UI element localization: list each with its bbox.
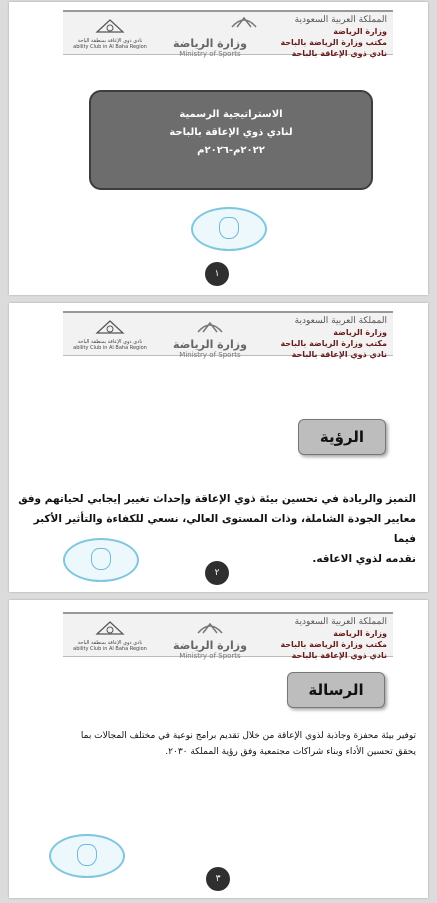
club-logo-ar: نادي ذوي الإعاقة بمنطقة الباحة [77, 640, 143, 646]
mission-title: الرسالة [287, 672, 385, 708]
vision-title: الرؤية [298, 419, 386, 455]
club-logo-en: ability Club in Al Baha Region [73, 44, 147, 50]
cover-line-2: لنادي ذوي الإعاقة بالباحة [169, 127, 293, 138]
ministry-text: وزارة الرياضة [333, 328, 387, 337]
ministry-text: وزارة الرياضة [333, 27, 387, 36]
page-cover [9, 2, 428, 295]
vision-line-1: التميز والريادة في تحسين بيئة ذوي الإعاقة وإحداث تغيير إيجابي لحياتهم وفق [18, 493, 416, 505]
ministry-emblem-icon [195, 621, 225, 635]
club-stamp [49, 834, 125, 878]
club-logo-icon [95, 18, 125, 34]
club-logo-icon [95, 319, 125, 335]
ministry-center-en: Ministry of Sports [179, 50, 241, 58]
club-logo [67, 319, 153, 351]
club-text: نادي ذوي الإعاقة بالباحة [291, 350, 387, 359]
club-text: نادي ذوي الإعاقة بالباحة [291, 651, 387, 660]
club-text: نادي ذوي الإعاقة بالباحة [291, 49, 387, 58]
ministry-logo [161, 18, 259, 58]
page-number: ٢ [205, 561, 229, 585]
club-logo [67, 620, 153, 652]
ministry-center-ar: وزارة الرياضة [173, 37, 247, 50]
club-stamp [63, 538, 139, 582]
ministry-logo [161, 620, 259, 660]
office-text: مكتب وزارة الرياضة بالباحة [280, 339, 387, 348]
ministry-center-ar: وزارة الرياضة [173, 639, 247, 652]
club-logo-ar: نادي ذوي الإعاقة بمنطقة الباحة [77, 38, 143, 44]
mission-line-2: يحقق تحسين الأداء وبناء شراكات مجتمعية وفق رؤية المملكة ٢٠٣٠. [165, 747, 416, 757]
club-logo-icon [95, 620, 125, 636]
kingdom-text: المملكة العربية السعودية [294, 316, 387, 326]
ministry-center-en: Ministry of Sports [179, 351, 241, 359]
vision-line-3: نقدمه لذوي الاعاقه. [312, 553, 416, 565]
ministry-center-ar: وزارة الرياضة [173, 338, 247, 351]
ministry-logo [161, 319, 259, 359]
club-logo [67, 18, 153, 50]
letterhead-arabic [280, 15, 387, 59]
vision-line-2: معايير الجودة الشاملة، وذات المستوى العالي، نسعي للكفاءة والتأثير الأكبر فيما [33, 513, 416, 545]
letterhead [63, 10, 393, 58]
club-stamp [191, 207, 267, 251]
ministry-emblem-icon [195, 320, 225, 334]
page-number: ٣ [206, 867, 230, 891]
office-text: مكتب وزارة الرياضة بالباحة [280, 640, 387, 649]
letterhead [63, 311, 393, 359]
kingdom-text: المملكة العربية السعودية [294, 15, 387, 25]
letterhead-arabic [280, 617, 387, 661]
club-logo-ar: نادي ذوي الإعاقة بمنطقة الباحة [77, 339, 143, 345]
mission-line-1: توفير بيئة محفزة وجاذبة لذوي الإعاقة من خلال تقديم برامج نوعية في مختلف المجالات بما [80, 731, 416, 741]
ministry-center-en: Ministry of Sports [179, 652, 241, 660]
ministry-emblem-icon [229, 15, 259, 29]
cover-line-3: ٢٠٢٢م-٢٠٢٦م [197, 145, 265, 156]
letterhead [63, 612, 393, 660]
ministry-text: وزارة الرياضة [333, 629, 387, 638]
club-logo-en: ability Club in Al Baha Region [73, 345, 147, 351]
page-mission [9, 600, 428, 898]
office-text: مكتب وزارة الرياضة بالباحة [280, 38, 387, 47]
cover-line-1: الاستراتيجية الرسمية [179, 109, 283, 120]
kingdom-text: المملكة العربية السعودية [294, 617, 387, 627]
page-number: ١ [205, 262, 229, 286]
page-vision [9, 303, 428, 592]
mission-text [18, 728, 416, 760]
club-logo-en: ability Club in Al Baha Region [73, 646, 147, 652]
letterhead-arabic [280, 316, 387, 360]
cover-title-box [89, 90, 373, 190]
